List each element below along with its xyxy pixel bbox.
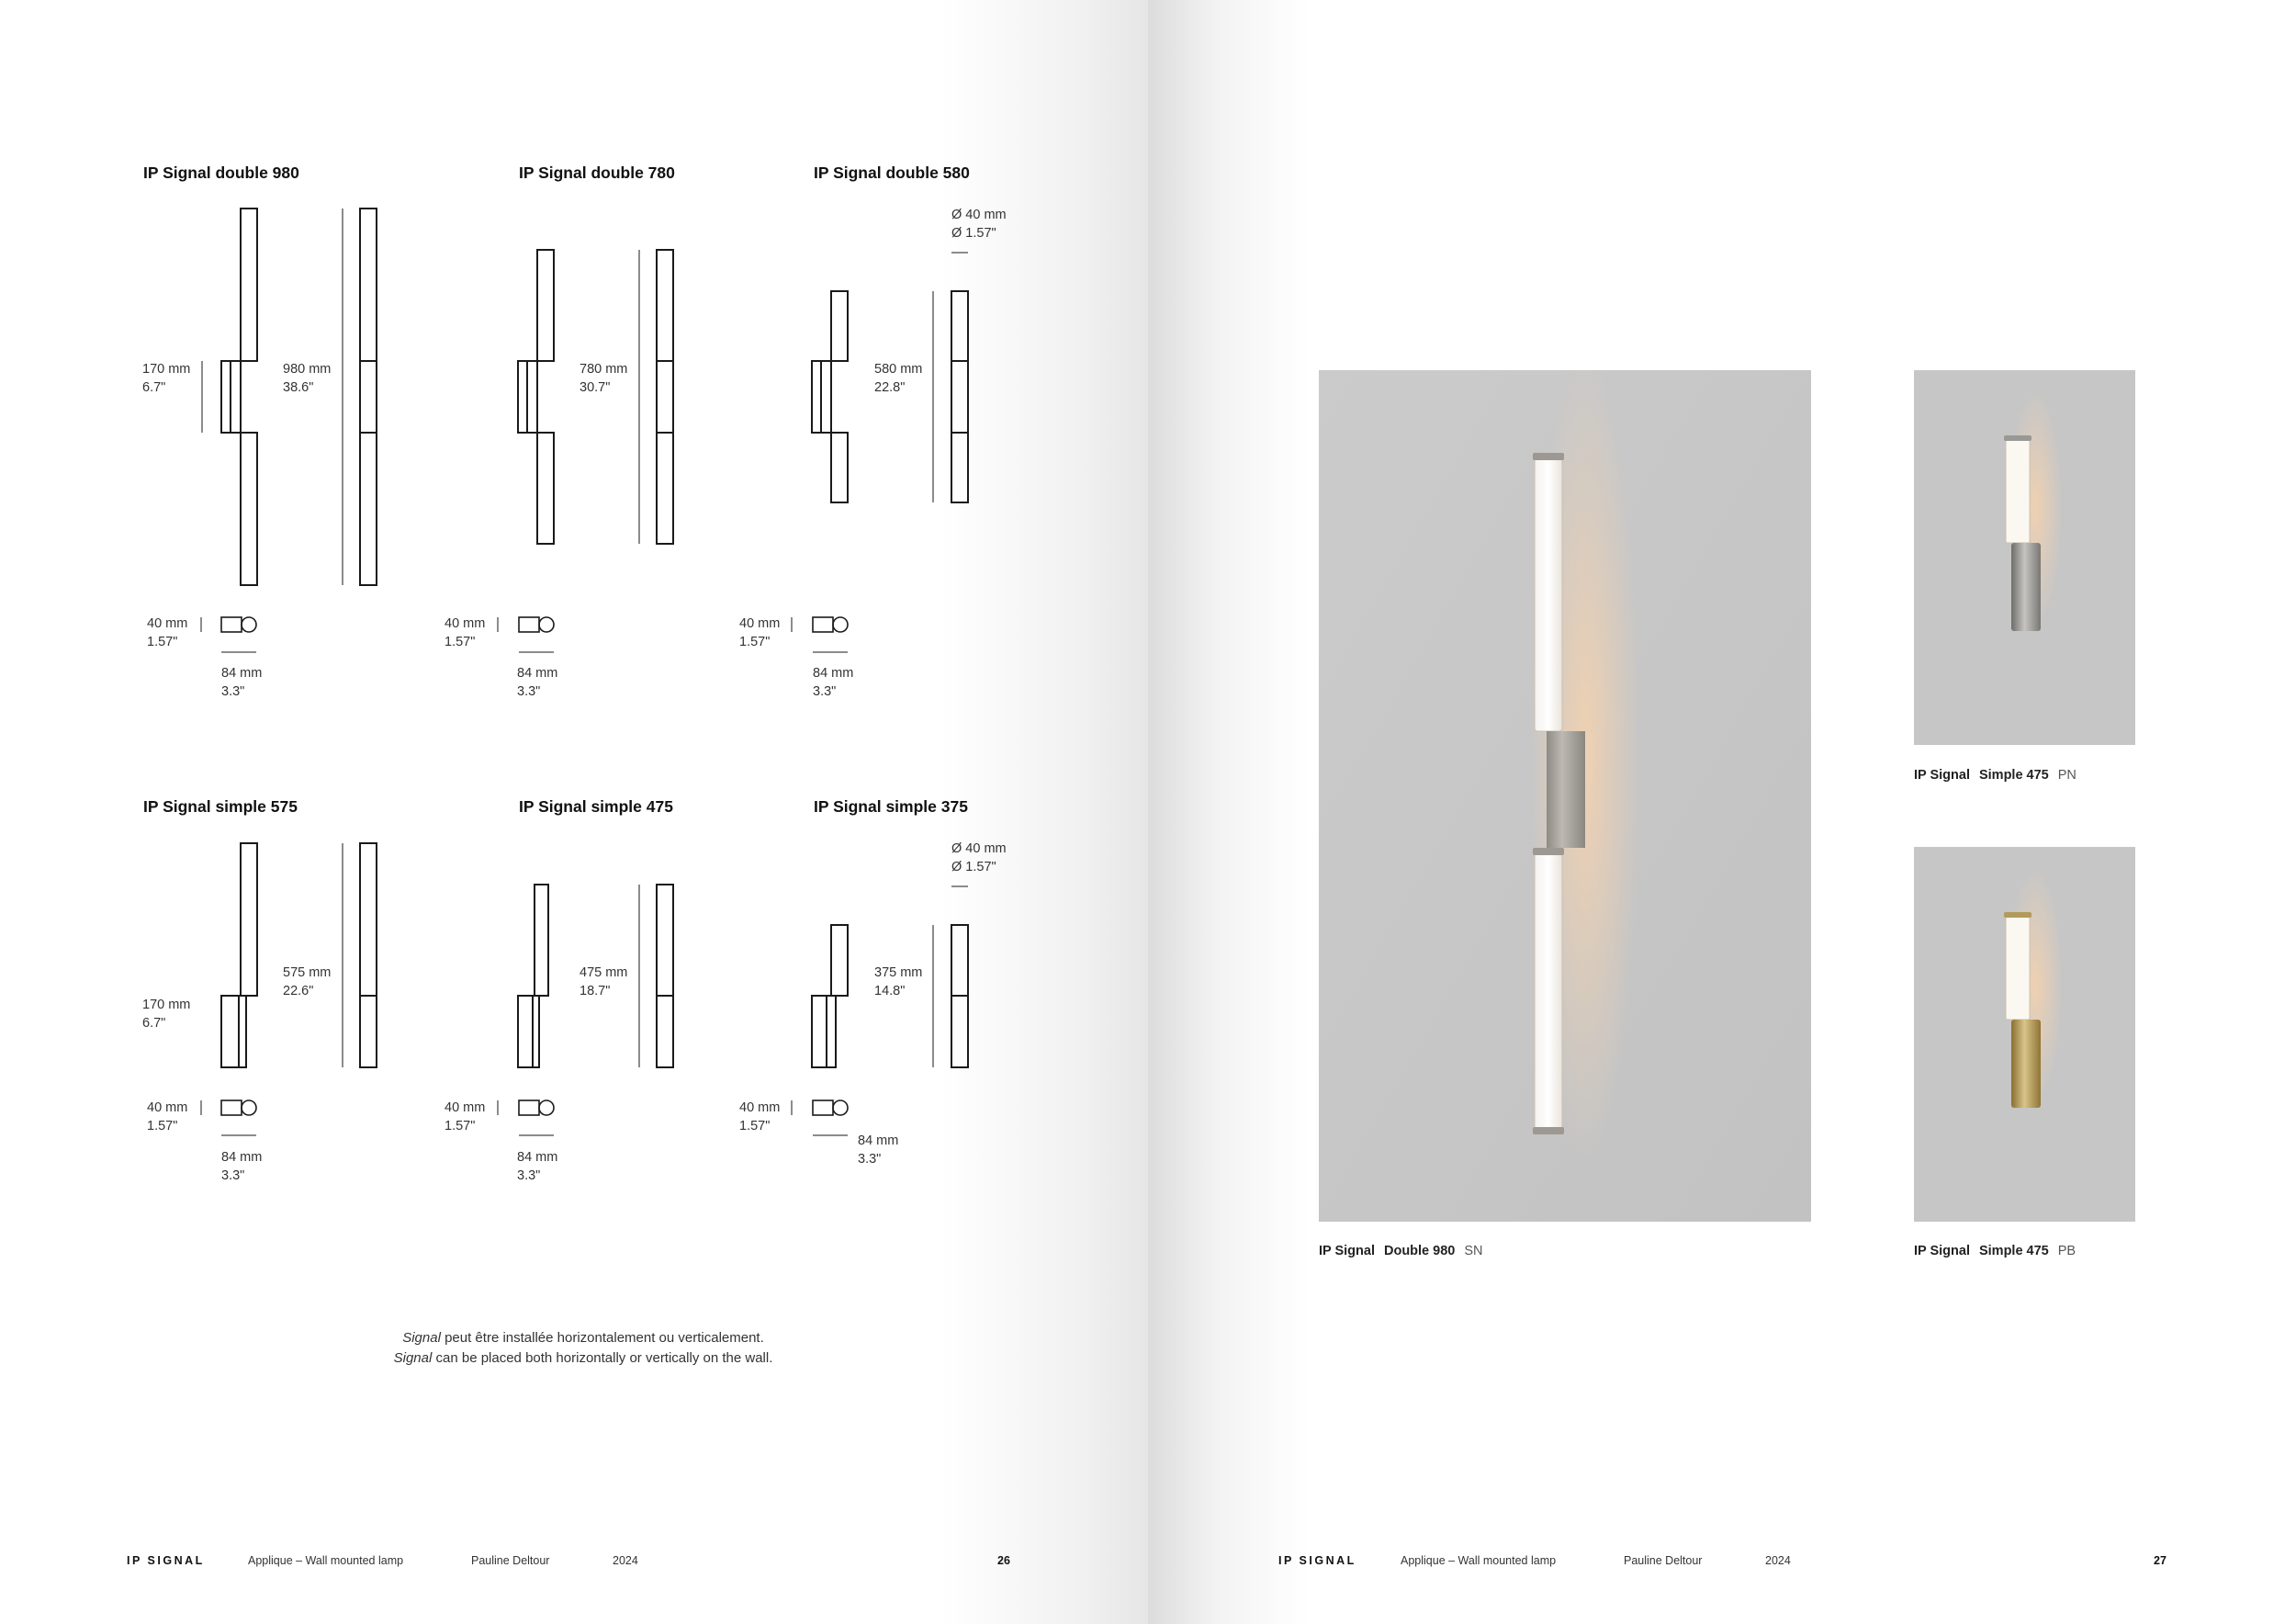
product-title: IP Signal simple 375 <box>814 797 968 816</box>
double-980-lamp-photo <box>1319 370 1811 1222</box>
drawing-double-780 <box>498 250 673 652</box>
note-english: Signal can be placed both horizontally or vertically on the wall. <box>393 1350 773 1366</box>
simple-475-pb-lamp-photo <box>1914 847 2135 1222</box>
dimension-width: 84 mm 3.3" <box>517 1150 558 1183</box>
dimension-body: 170 mm 6.7" <box>142 362 191 395</box>
footer-designer: Pauline Deltour <box>1624 1554 1703 1567</box>
drawing-double-980 <box>201 209 377 652</box>
dimension-depth: 40 mm 1.57" <box>445 616 486 649</box>
dimension-width: 84 mm 3.3" <box>517 666 558 699</box>
dimension-height: 780 mm 30.7" <box>580 362 628 395</box>
product-title: IP Signal double 980 <box>143 164 299 182</box>
drawing-simple-375 <box>792 886 968 1135</box>
footer-brand: IP SIGNAL <box>127 1554 205 1567</box>
note-french: Signal peut être installée horizontalement ou verticalement. <box>402 1330 764 1346</box>
footer-year: 2024 <box>613 1554 638 1567</box>
dimension-height: 980 mm 38.6" <box>283 362 332 395</box>
dimension-height: 575 mm 22.6" <box>283 965 332 998</box>
dimension-body: 170 mm 6.7" <box>142 998 191 1031</box>
dimension-depth: 40 mm 1.57" <box>147 1100 188 1133</box>
installation-note <box>0 1328 1166 1369</box>
footer-year: 2024 <box>1765 1554 1791 1567</box>
product-title: IP Signal double 780 <box>519 164 675 182</box>
page-number: 27 <box>2154 1554 2167 1567</box>
dimension-depth: 40 mm 1.57" <box>739 1100 781 1133</box>
footer-category: Applique – Wall mounted lamp <box>1401 1554 1557 1567</box>
simple-475-pn-lamp-photo <box>1914 370 2135 745</box>
dimension-width: 84 mm 3.3" <box>813 666 854 699</box>
footer-designer: Pauline Deltour <box>471 1554 550 1567</box>
dimension-height: 475 mm 18.7" <box>580 965 628 998</box>
dimension-depth: 40 mm 1.57" <box>739 616 781 649</box>
dimension-width: 84 mm 3.3" <box>858 1133 899 1167</box>
dimension-width: 84 mm 3.3" <box>221 1150 263 1183</box>
drawing-double-580 <box>792 253 968 652</box>
photo-caption: IP Signal Double 980 SN <box>1319 1244 1483 1258</box>
dimension-diameter: Ø 40 mm Ø 1.57" <box>951 841 1007 874</box>
footer-brand: IP SIGNAL <box>1278 1554 1356 1567</box>
product-title: IP Signal simple 475 <box>519 797 673 816</box>
dimension-depth: 40 mm 1.57" <box>445 1100 486 1133</box>
product-title: IP Signal double 580 <box>814 164 970 182</box>
page-number: 26 <box>997 1554 1010 1567</box>
dimension-height: 580 mm 22.8" <box>874 362 923 395</box>
dimension-width: 84 mm 3.3" <box>221 666 263 699</box>
dimension-height: 375 mm 14.8" <box>874 965 923 998</box>
dimension-diameter: Ø 40 mm Ø 1.57" <box>951 208 1007 241</box>
footer-category: Applique – Wall mounted lamp <box>248 1554 404 1567</box>
drawing-simple-475 <box>498 885 673 1135</box>
product-title: IP Signal simple 575 <box>143 797 298 816</box>
dimension-depth: 40 mm 1.57" <box>147 616 188 649</box>
photo-caption: IP Signal Simple 475 PN <box>1914 768 2077 783</box>
photo-caption: IP Signal Simple 475 PB <box>1914 1244 2077 1258</box>
